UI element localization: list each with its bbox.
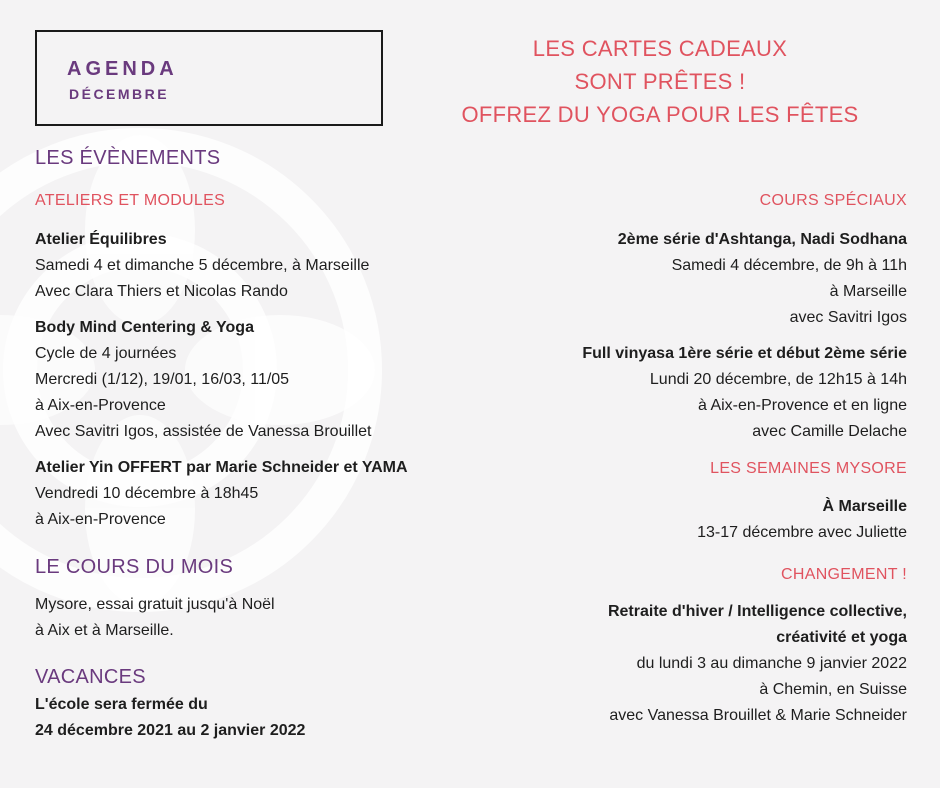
- course-line: Mysore, essai gratuit jusqu'à Noël: [35, 596, 275, 613]
- retreat-line: avec Vanessa Brouillet & Marie Schneider: [609, 707, 907, 724]
- special-course-line: Samedi 4 décembre, de 9h à 11h: [671, 257, 907, 274]
- agenda-box: [35, 30, 383, 126]
- retreat-title: créativité et yoga: [776, 629, 907, 646]
- event-line: à Aix-en-Provence: [35, 397, 166, 414]
- special-course-item: [582, 341, 907, 445]
- agenda-month: DÉCEMBRE: [69, 86, 170, 102]
- vacation-heading: VACANCES: [35, 666, 146, 688]
- course-of-month-text: [35, 592, 275, 644]
- special-course-line: avec Camille Delache: [752, 423, 907, 440]
- event-line: Avec Savitri Igos, assistée de Vanessa Brouillet: [35, 423, 372, 440]
- special-course-line: à Aix-en-Provence et en ligne: [697, 397, 907, 414]
- event-title: Atelier Équilibres: [35, 231, 167, 248]
- promo-line: LES CARTES CADEAUX: [532, 36, 788, 61]
- special-course-line: Lundi 20 décembre, de 12h15 à 14h: [649, 371, 907, 388]
- event-item: [35, 227, 369, 305]
- events-heading: LES ÉVÈNEMENTS: [35, 147, 221, 169]
- special-course-line: avec Savitri Igos: [789, 309, 907, 326]
- promo-line: OFFREZ DU YOGA POUR LES FÊTES: [461, 102, 859, 127]
- mysore-weeks-heading: LES SEMAINES MYSORE: [710, 460, 907, 477]
- special-course-title: 2ème série d'Ashtanga, Nadi Sodhana: [617, 231, 907, 248]
- mysore-item: [697, 494, 907, 546]
- event-line: Avec Clara Thiers et Nicolas Rando: [35, 283, 288, 300]
- retreat-title: Retraite d'hiver / Intelligence collective,: [607, 603, 907, 620]
- event-title: Body Mind Centering & Yoga: [35, 319, 254, 336]
- vacation-text: [35, 692, 305, 744]
- event-line: Cycle de 4 journées: [35, 345, 177, 362]
- event-line: Mercredi (1/12), 19/01, 16/03, 11/05: [35, 371, 290, 388]
- vacation-line: L'école sera fermée du: [35, 696, 208, 713]
- special-courses-heading: COURS SPÉCIAUX: [759, 192, 907, 209]
- course-of-month-heading: LE COURS DU MOIS: [35, 556, 234, 578]
- workshops-heading: ATELIERS ET MODULES: [35, 192, 226, 209]
- event-line: à Aix-en-Provence: [35, 511, 166, 528]
- change-heading: CHANGEMENT !: [781, 566, 907, 583]
- vacation-line: 24 décembre 2021 au 2 janvier 2022: [35, 722, 306, 739]
- event-line: Samedi 4 et dimanche 5 décembre, à Marseille: [35, 257, 370, 274]
- mysore-title: À Marseille: [822, 498, 907, 515]
- special-course-line: à Marseille: [829, 283, 907, 300]
- event-item: [35, 315, 371, 445]
- agenda-title: AGENDA: [67, 58, 178, 80]
- event-item: [35, 455, 408, 533]
- special-course-item: [618, 227, 907, 331]
- course-line: à Aix et à Marseille.: [35, 622, 174, 639]
- promo-line: SONT PRÊTES !: [574, 69, 746, 94]
- event-title: Atelier Yin OFFERT par Marie Schneider et YAMA: [35, 459, 408, 476]
- retreat-item: [608, 599, 907, 729]
- retreat-line: du lundi 3 au dimanche 9 janvier 2022: [636, 655, 907, 672]
- special-course-title: Full vinyasa 1ère série et début 2ème série: [582, 345, 907, 362]
- event-line: Vendredi 10 décembre à 18h45: [35, 485, 259, 502]
- mysore-line: 13-17 décembre avec Juliette: [697, 524, 907, 541]
- retreat-line: à Chemin, en Suisse: [759, 681, 907, 698]
- gift-card-promo: [420, 32, 900, 131]
